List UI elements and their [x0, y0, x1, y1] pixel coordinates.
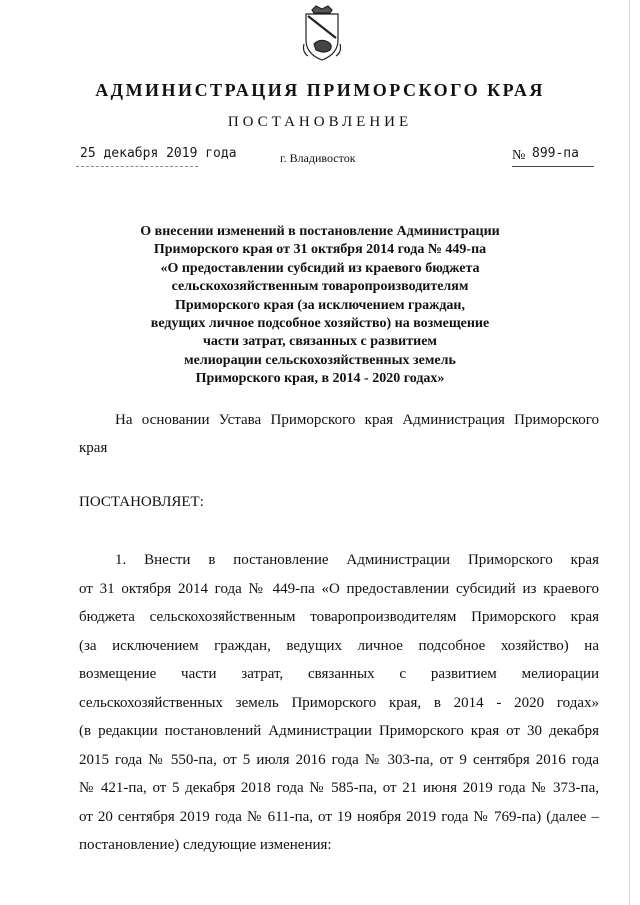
- coat-of-arms-emblem: [300, 4, 344, 64]
- date-underline: [76, 166, 198, 167]
- paragraph-line: от 31 октября 2014 года № 449-па «О предоставлении субсидий из краевого: [79, 580, 599, 597]
- heading-line: «О предоставлении субсидий из краевого бюджета: [160, 260, 480, 276]
- heading-line: сельскохозяйственным товаропроизводителям: [171, 279, 469, 295]
- paragraph-line: № 421-па, от 5 декабря 2018 года № 585-па, от 21 июня 2019 года № 373-па,: [79, 780, 599, 796]
- paragraph-line: постановление) следующие изменения:: [79, 837, 332, 853]
- authority-title: АДМИНИСТРАЦИЯ ПРИМОРСКОГО КРАЯ: [95, 80, 545, 100]
- document-heading: [100, 223, 540, 389]
- document-date: 25 декабря 2019 года: [80, 146, 237, 161]
- document-type: ПОСТАНОВЛЕНИЕ: [227, 114, 413, 130]
- heading-line: ведущих личное подсобное хозяйство) на возмещение: [150, 316, 490, 332]
- paragraph-line: возмещение части затрат, связанных с развитием мелиорации: [79, 666, 599, 682]
- document-city: г. Владивосток: [280, 151, 356, 165]
- paragraph-line: (за исключением граждан, ведущих личное подсобное хозяйство) на: [79, 637, 599, 654]
- document-number-label: №: [512, 148, 526, 163]
- heading-line: Приморского края (за исключением граждан,: [174, 297, 465, 313]
- paragraph-line: бюджета сельскохозяйственным товаропроизводителям Приморского края: [79, 609, 599, 625]
- paragraph-line: 2015 года № 550-па, от 5 июля 2016 года № 303-па, от 9 сентября 2016 года: [79, 751, 599, 768]
- basis-line: края: [79, 440, 108, 456]
- heading-line: Приморского края, в 2014 - 2020 годах»: [195, 371, 445, 387]
- heading-line: О внесении изменений в постановление Администрации: [140, 224, 500, 239]
- document-number: 899-па: [532, 146, 579, 161]
- heading-line: части затрат, связанных с развитием: [203, 334, 437, 350]
- basis-paragraph: [79, 406, 599, 462]
- paragraph-line: от 20 сентября 2019 года № 611-па, от 19 ноября 2019 года № 769-па) (далее –: [79, 808, 599, 825]
- scan-edge-line: [629, 0, 630, 905]
- basis-line: На основании Устава Приморского края Администрация Приморского: [115, 412, 599, 428]
- number-underline: [512, 166, 594, 167]
- heading-line: мелиорации сельскохозяйственных земель: [184, 352, 456, 368]
- heading-line: Приморского края от 31 октября 2014 года № 449-па: [153, 242, 487, 258]
- decree-word: ПОСТАНОВЛЯЕТ:: [79, 494, 204, 510]
- paragraph-line: 1. Внести в постановление Администрации Приморского края: [115, 552, 599, 568]
- paragraph-line: (в редакции постановлений Администрации Приморского края от 30 декабря: [79, 723, 599, 739]
- paragraph-line: сельскохозяйственных земель Приморского края, в 2014 - 2020 годах»: [79, 694, 599, 711]
- paragraph-1: [79, 546, 599, 860]
